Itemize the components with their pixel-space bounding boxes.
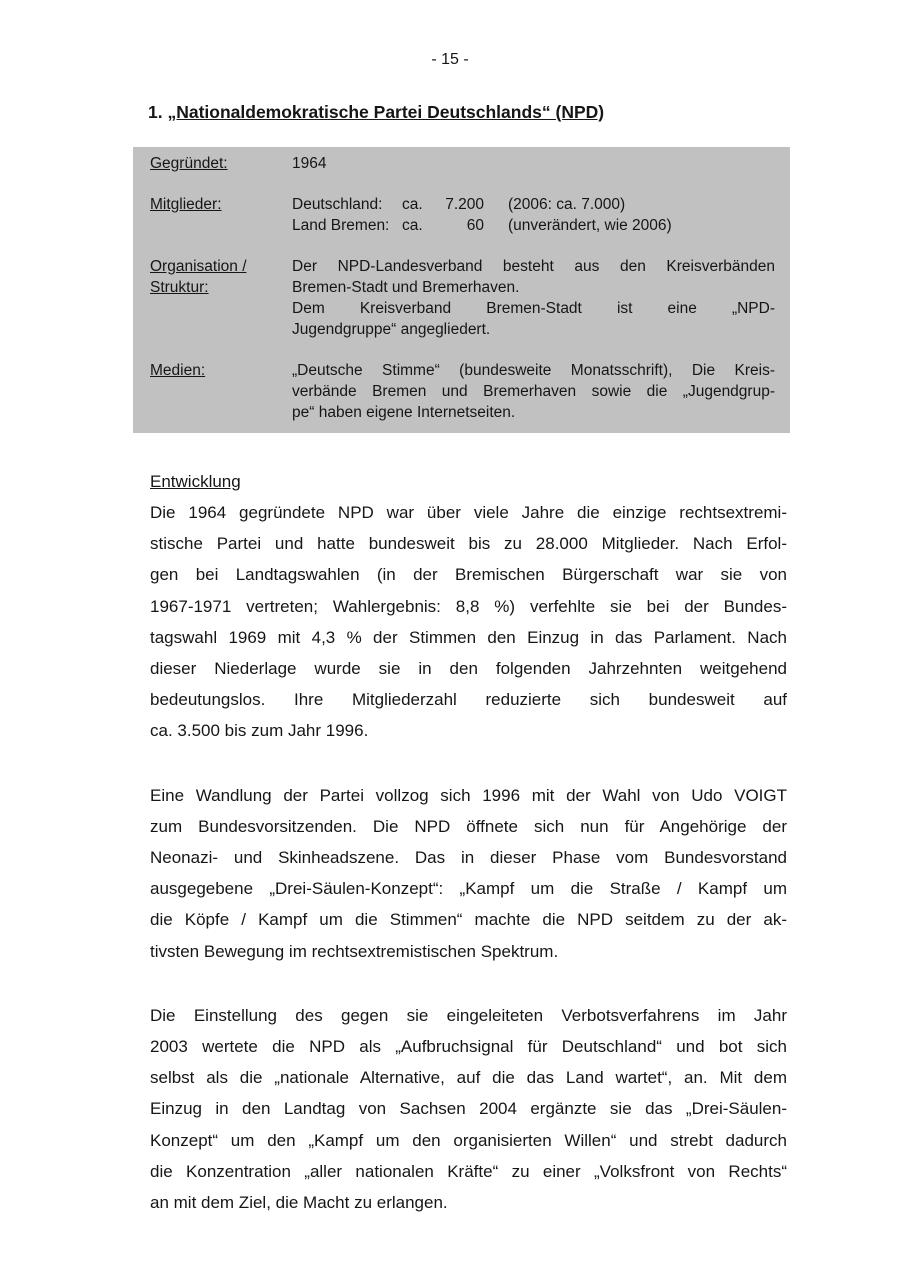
info-row	[150, 153, 775, 174]
info-value-line: „Deutsche Stimme“ (bundesweite Monatsschrift), Die Kreis-	[292, 362, 775, 379]
info-value-line: pe“ haben eigene Internetseiten.	[292, 404, 516, 421]
info-value-line: Bremen-Stadt und Bremerhaven.	[292, 279, 520, 296]
members-approx: ca.	[402, 196, 423, 213]
members-note: (unverändert, wie 2006)	[508, 217, 672, 234]
info-row	[150, 194, 775, 236]
paragraph-line: Einzug in den Landtag von Sachsen 2004 ergänzte sie das „Drei-Säulen-	[150, 1099, 787, 1119]
info-value-line: 1964	[292, 155, 327, 172]
members-approx: ca.	[402, 217, 423, 234]
page-number: - 15 -	[431, 51, 469, 68]
members-region: Land Bremen:	[292, 217, 390, 234]
paragraph-line: tagswahl 1969 mit 4,3 % der Stimmen den Einzug in das Parlament. Nach	[150, 627, 787, 647]
members-line	[292, 215, 775, 236]
info-label	[150, 360, 292, 423]
paragraph-line: Die 1964 gegründete NPD war über viele Jahre die einzige rechtsextremi-	[150, 503, 787, 522]
info-label-text: Organisation /	[150, 258, 247, 275]
paragraph	[150, 497, 787, 747]
info-label-text: Mitglieder:	[150, 196, 222, 213]
info-value	[292, 360, 775, 423]
heading-number: 1.	[148, 102, 168, 122]
info-label-line	[150, 360, 292, 381]
paragraphs-container	[150, 497, 787, 1218]
info-label-text: Struktur:	[150, 279, 209, 296]
info-value-line: Jugendgruppe“ angegliedert.	[292, 321, 491, 338]
paragraph-line: die Konzentration „aller nationalen Kräfte“ zu einer „Volksfront von Rechts“	[150, 1161, 787, 1181]
info-box	[133, 147, 790, 433]
paragraph-line: Neonazi- und Skinheadszene. Das in dieser Phase vom Bundesvorstand	[150, 848, 787, 868]
info-label-text: Gegründet:	[150, 155, 228, 172]
info-value-line: Der NPD-Landesverband besteht aus den Kreisverbänden	[292, 258, 775, 275]
paragraph-line: ca. 3.500 bis zum Jahr 1996.	[150, 721, 369, 741]
paragraph-line: stische Partei und hatte bundesweit bis zu 28.000 Mitglieder. Nach Erfol-	[150, 534, 787, 554]
paragraph-line: an mit dem Ziel, die Macht zu erlangen.	[150, 1193, 448, 1213]
info-label	[150, 194, 292, 236]
members-count: 60	[466, 217, 484, 234]
paragraph-line: gen bei Landtagswahlen (in der Bremischen Bürgerschaft war sie von	[150, 565, 787, 585]
entwicklung-title: Entwicklung	[150, 472, 241, 491]
members-region: Deutschland:	[292, 196, 383, 213]
info-label-text: Medien:	[150, 362, 206, 379]
info-row	[150, 360, 775, 423]
info-value-line: verbände Bremen und Bremerhaven sowie die „Jugendgrup-	[292, 383, 775, 400]
paragraph-line: selbst als die „nationale Alternative, auf die das Land wartet“, an. Mit dem	[150, 1068, 787, 1088]
heading-title: „Nationaldemokratische Partei Deutschlands“ (NPD)	[167, 102, 605, 122]
members-line	[292, 194, 775, 215]
info-label-line	[150, 256, 292, 277]
info-value-line: Dem Kreisverband Bremen-Stadt ist eine „NPD-	[292, 300, 775, 317]
info-label-line	[150, 277, 292, 298]
entwicklung-section	[150, 466, 787, 1218]
paragraph-line: tivsten Bewegung im rechtsextremistischen Spektrum.	[150, 941, 559, 961]
members-count: 7.200	[445, 196, 484, 213]
info-value	[292, 256, 775, 340]
info-label	[150, 153, 292, 174]
info-label-line	[150, 153, 292, 174]
paragraph-line: Eine Wandlung der Partei vollzog sich 1996 mit der Wahl von Udo VOIGT	[150, 785, 787, 805]
paragraph	[150, 780, 787, 967]
paragraph	[150, 1000, 787, 1218]
paragraph-line: 1967-1971 vertreten; Wahlergebnis: 8,8 %) verfehlte sie bei der Bundes-	[150, 596, 787, 616]
info-label-line	[150, 194, 292, 215]
info-value	[292, 194, 775, 236]
paragraph-line: Die Einstellung des gegen sie eingeleiteten Verbotsverfahrens im Jahr	[150, 1005, 787, 1025]
info-row	[150, 256, 775, 340]
paragraph-line: die Köpfe / Kampf um die Stimmen“ machte die NPD seitdem zu der ak-	[150, 910, 787, 930]
paragraph-line: dieser Niederlage wurde sie in den folgenden Jahrzehnten weitgehend	[150, 659, 787, 679]
paragraph-line: ausgegebene „Drei-Säulen-Konzept“: „Kampf um die Straße / Kampf um	[150, 879, 787, 899]
info-value	[292, 153, 775, 174]
info-label	[150, 256, 292, 340]
paragraph-line: bedeutungslos. Ihre Mitgliederzahl reduzierte sich bundesweit auf	[150, 690, 787, 710]
paragraph-line: 2003 wertete die NPD als „Aufbruchsignal für Deutschland“ und bot sich	[150, 1037, 787, 1057]
section-heading	[148, 101, 900, 123]
members-note: (2006: ca. 7.000)	[508, 196, 626, 213]
paragraph-line: Konzept“ um den „Kampf um den organisierten Willen“ und strebt dadurch	[150, 1130, 787, 1150]
paragraph-line: zum Bundesvorsitzenden. Die NPD öffnete sich nun für Angehörige der	[150, 816, 787, 836]
